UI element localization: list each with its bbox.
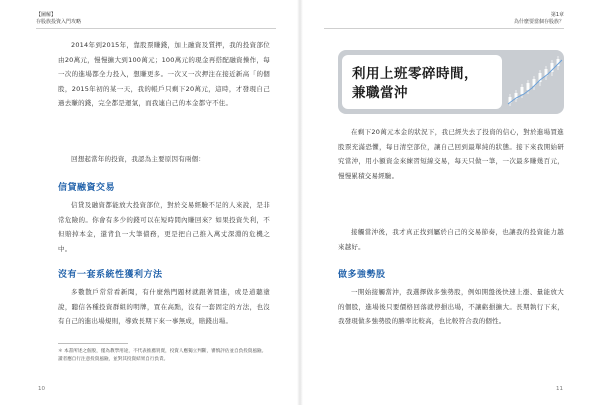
left-header-label: 【圖解】 [36, 12, 57, 18]
left-paragraph-2: 回想起當年的投資，我認為主要原因有兩個： [71, 155, 205, 163]
section-text-credit: 信貸及融資都能放大投資部位，對於交易經驗不足的人來說，是非常危險的。你會有多少的錢可以在短時間內賺回來？如果投資失利，不但賠掉本金，還背負一大筆債務，更是把自己推入萬丈深淵的危機之中。 [58, 201, 270, 253]
section-text-momentum: 一開始接觸當沖，我選擇做多強勢股，例如開盤後快速上漲、量能放大的個股，進場後只要價格回落就停損出場，不讓虧損擴大。長期執行下來，我發現做多強勢股的勝率比較高，也比較符合我的個性。 [338, 288, 564, 325]
right-header-title: 為什麼要當個存股族？ [513, 19, 564, 25]
chapter-banner [338, 50, 564, 114]
left-page-number: 10 [38, 386, 45, 392]
left-header-title: 存股族投資入門攻略 [36, 19, 82, 25]
right-header-rule [324, 28, 564, 29]
section-text-system: 多數散戶常常看新聞，有什麼熱門題材就跟著買進，或是道聽塗說，聽信各種投資群組的明牌，買在高點，沒有一套固定的方法，也沒有自己的進出場規則，導致長期下來一事無成，賠錢出場。 [58, 288, 270, 325]
banner-title-line-2: 兼職當沖 [352, 85, 408, 101]
right-header-chapter: 第1章 [550, 12, 564, 18]
left-header-rule [36, 28, 276, 29]
section-heading-momentum: 做多強勢股 [338, 270, 386, 280]
footnote-rule [58, 343, 128, 344]
left-page-header [36, 12, 81, 26]
footnote: ＊ 本書所述之個股，僅為教學用途，不代表推薦買賣，投資人應獨立判斷，審慎評估並自負投資風險。讀者應自行注意投資風險，並對其投資結果自行負責。 [58, 349, 267, 362]
right-page-number: 11 [556, 386, 563, 392]
candlestick-chart-icon [504, 50, 564, 114]
right-paragraph-2: 接觸當沖後，我才真正找到屬於自己的交易節奏，也讓我的投資能力越來越好。 [338, 228, 564, 251]
banner-title [352, 65, 502, 103]
banner-title-line-1: 利用上班零碎時間， [352, 66, 478, 82]
section-heading-credit: 信貸融資交易 [58, 183, 116, 193]
left-paragraph-1: 2014年到2015年，靠股票賺錢，加上融資及質押，我的投資部位由20萬元，慢慢擴大到100萬元；100萬元的現金再搭配融資操作，每一次的進場都全力投入，想賺更多。一次又一次押注在接近新高「的個股，2015年初的某一天，我的帳戶只剩下20萬元，這時，才發現自己過去賺的錢，完全都是運氣，而我連自己的本金都守不住。 [58, 41, 270, 107]
right-paragraph-1: 在剩下20萬元本金的狀況下，我已經失去了投資的信心，對於進場買進股票充滿恐懼，每日清空部位，讓自己回到最單純的狀態。接下來我開始研究當沖，用小額資金來練習短線交易，每天只做一筆，一次最多賺幾百元，慢慢累積交易經驗。 [338, 128, 564, 180]
banner-card [342, 55, 502, 109]
right-page-header [514, 12, 564, 26]
section-heading-system: 沒有一套系統性獲利方法 [58, 270, 163, 280]
